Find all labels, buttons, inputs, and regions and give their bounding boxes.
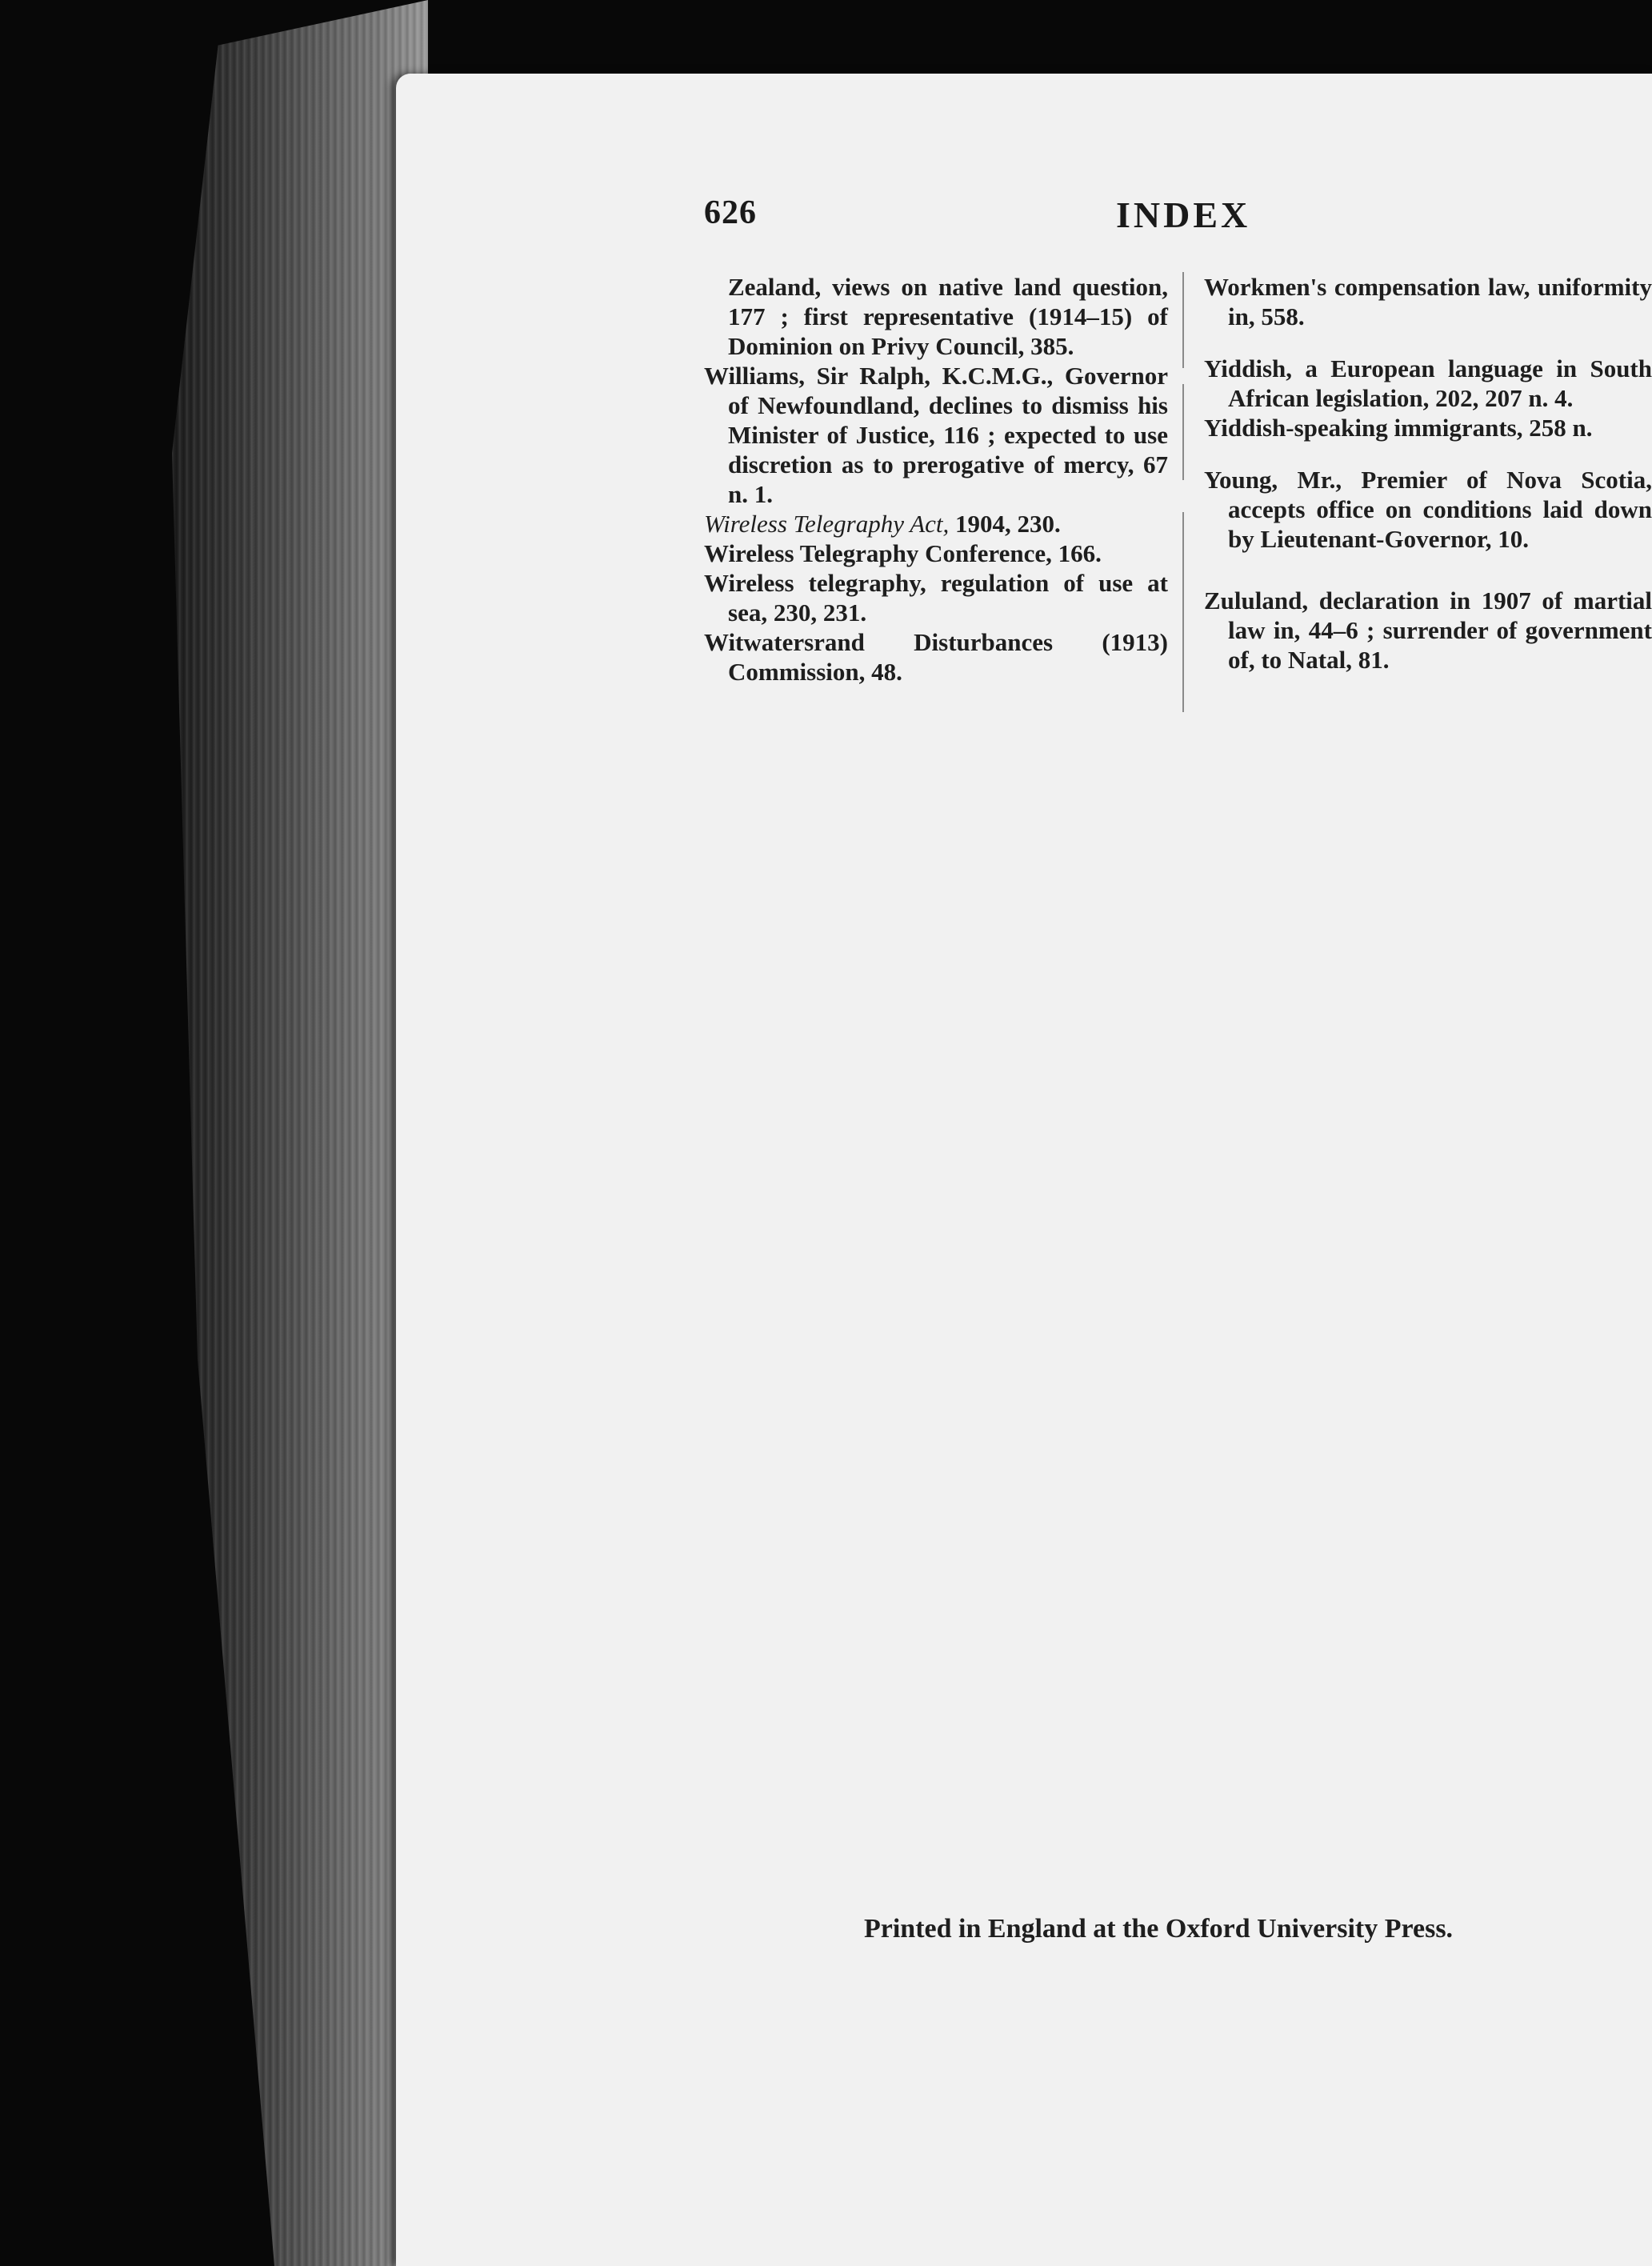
index-entry-wireless-conference: Wireless Telegraphy Conference, 166. bbox=[704, 539, 1102, 567]
index-entry-wireless-telegraphy: Wireless telegraphy, regulation of use at sea, 230, 231. bbox=[704, 569, 1168, 627]
left-index-column bbox=[704, 272, 1168, 687]
index-entry-workmens-compensation: Workmen's compensation law, uniformity in, 558. bbox=[1204, 273, 1652, 330]
page-header bbox=[0, 194, 1652, 242]
index-entry-yiddish: Yiddish, a European language in South African legislation, 202, 207 n. 4. bbox=[1204, 354, 1652, 412]
spacer bbox=[1204, 442, 1652, 465]
index-entry-zululand: Zululand, declaration in 1907 of martial law in, 44–6 ; surrender of government of, to Natal, 81. bbox=[1204, 587, 1652, 674]
spacer bbox=[1204, 554, 1652, 586]
column-rule bbox=[1182, 512, 1184, 712]
index-entry-zealand-continued: Zealand, views on native land question, 177 ; first representative (1914–15) of Dominion on Privy Council, 385. bbox=[728, 273, 1168, 360]
index-entry-wireless-telegraphy-act bbox=[704, 509, 1168, 538]
column-rule bbox=[1182, 272, 1184, 368]
printer-imprint: Printed in England at the Oxford University Press. bbox=[864, 1914, 1454, 1944]
index-entry-young: Young, Mr., Premier of Nova Scotia, accepts office on conditions laid down by Lieutenant-Governor, 10. bbox=[1204, 466, 1652, 553]
running-head: INDEX bbox=[1116, 194, 1251, 235]
act-details: 1904, 230. bbox=[949, 510, 1061, 538]
index-entry-yiddish-speaking: Yiddish-speaking immigrants, 258 n. bbox=[1204, 414, 1593, 442]
act-title: Wireless Telegraphy Act, bbox=[704, 510, 950, 538]
right-index-column bbox=[1204, 272, 1652, 675]
index-entry-williams: Williams, Sir Ralph, K.C.M.G., Governor of Newfoundland, declines to dismiss his Minister of Justice, 116 ; expected to use discretion as to prerogative of mercy, 67 n. 1. bbox=[704, 362, 1168, 508]
spacer bbox=[1204, 331, 1652, 354]
column-rule bbox=[1182, 384, 1184, 480]
index-entry-witwatersrand: Witwatersrand Disturbances (1913) Commission, 48. bbox=[704, 628, 1168, 686]
page-number: 626 bbox=[704, 194, 757, 231]
